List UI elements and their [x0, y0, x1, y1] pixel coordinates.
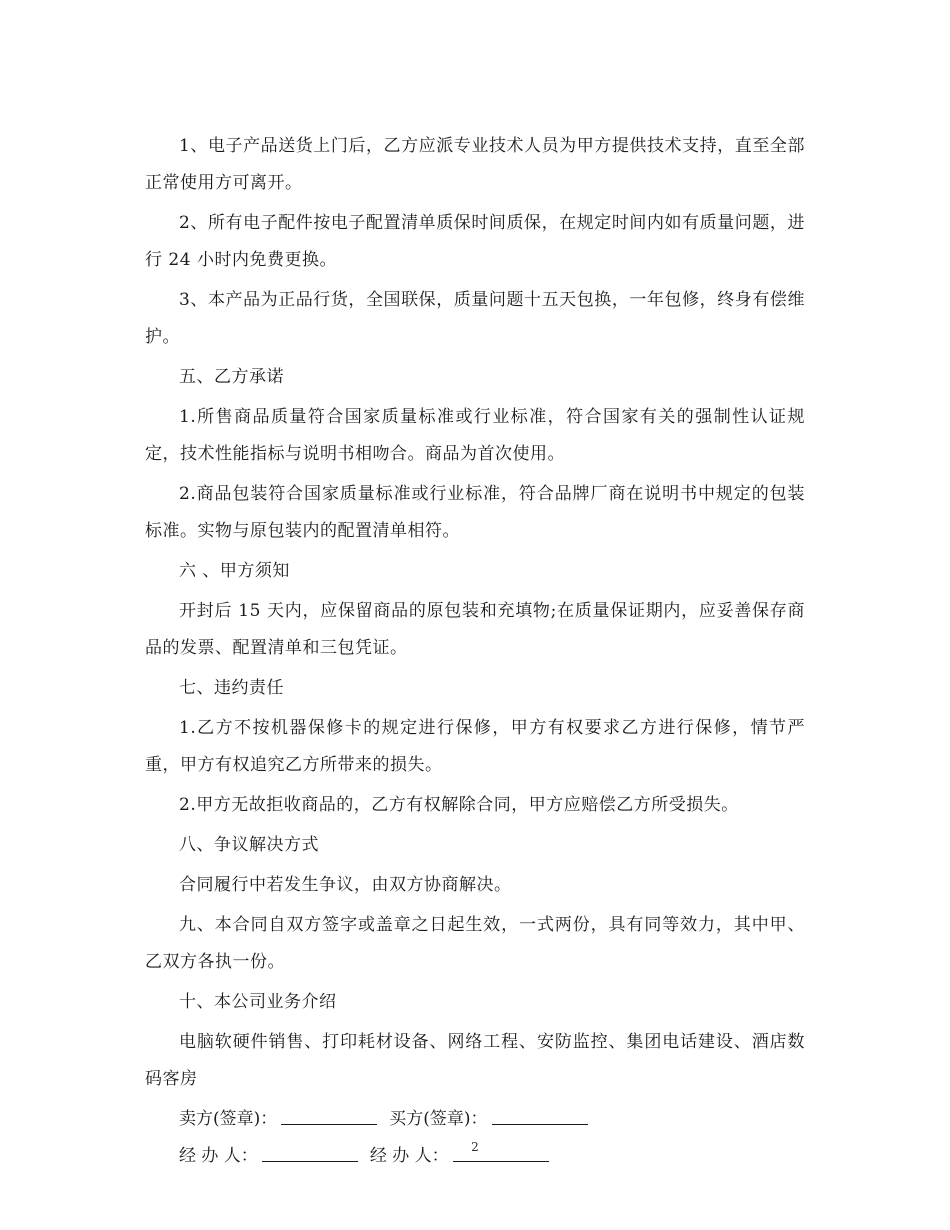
clause-paragraph: 电脑软硬件销售、打印耗材设备、网络工程、安防监控、集团电话建设、酒店数码客房: [145, 1032, 805, 1089]
section-heading: 十、本公司业务介绍: [179, 992, 337, 1012]
seller-signature-label: 卖方(签章)：: [179, 1109, 278, 1129]
clause-paragraph: 2.甲方无故拒收商品的，乙方有权解除合同，甲方应赔偿乙方所受损失。: [179, 795, 739, 815]
clause-paragraph: 开封后 15 天内，应保留商品的原包装和充填物;在质量保证期内，应妥善保存商品的发票、配置清单和三包凭证。: [145, 601, 805, 658]
clause-paragraph: 合同履行中若发生争议，由双方协商解决。: [179, 875, 512, 895]
clause-paragraph: 1.乙方不按机器保修卡的规定进行保修，甲方有权要求乙方进行保修，情节严重，甲方有权追究乙方所带来的损失。: [145, 718, 805, 775]
buyer-agent-label: 经 办 人：: [369, 1146, 449, 1166]
contract-body: [145, 128, 805, 1175]
section-heading: 六 、甲方须知: [179, 561, 290, 581]
seller-signature-field[interactable]: [281, 1108, 377, 1125]
clause-paragraph: 2.商品包装符合国家质量标准或行业标准，符合品牌厂商在说明书中规定的包装标准。实物与原包装内的配置清单相符。: [145, 484, 805, 541]
buyer-signature-label: 买方(签章)：: [389, 1109, 488, 1129]
section-heading: 五、乙方承诺: [179, 367, 284, 387]
clause-paragraph: 1.所售商品质量符合国家质量标准或行业标准，符合国家有关的强制性认证规定，技术性能指标与说明书相吻合。商品为首次使用。: [145, 407, 805, 464]
section-heading: 八、争议解决方式: [179, 835, 319, 855]
seller-agent-label: 经 办 人：: [179, 1146, 258, 1166]
signature-row-parties: [145, 1101, 805, 1138]
clause-paragraph: 九、本合同自双方签字或盖章之日起生效，一式两份，具有同等效力，其中甲、乙双方各执一份。: [145, 915, 805, 972]
section-heading: 七、违约责任: [179, 678, 284, 698]
page-number: 2: [471, 1140, 479, 1154]
clause-paragraph: 1、电子产品送货上门后，乙方应派专业技术人员为甲方提供技术支持，直至全部正常使用方可离开。: [145, 136, 805, 193]
clause-paragraph: 2、所有电子配件按电子配置清单质保时间质保，在规定时间内如有质量问题，进行 24 小时内免费更换。: [145, 213, 805, 270]
buyer-signature-field[interactable]: [492, 1108, 588, 1125]
clause-paragraph: 3、本产品为正品行货，全国联保，质量问题十五天包换，一年包修，终身有偿维护。: [145, 290, 805, 347]
